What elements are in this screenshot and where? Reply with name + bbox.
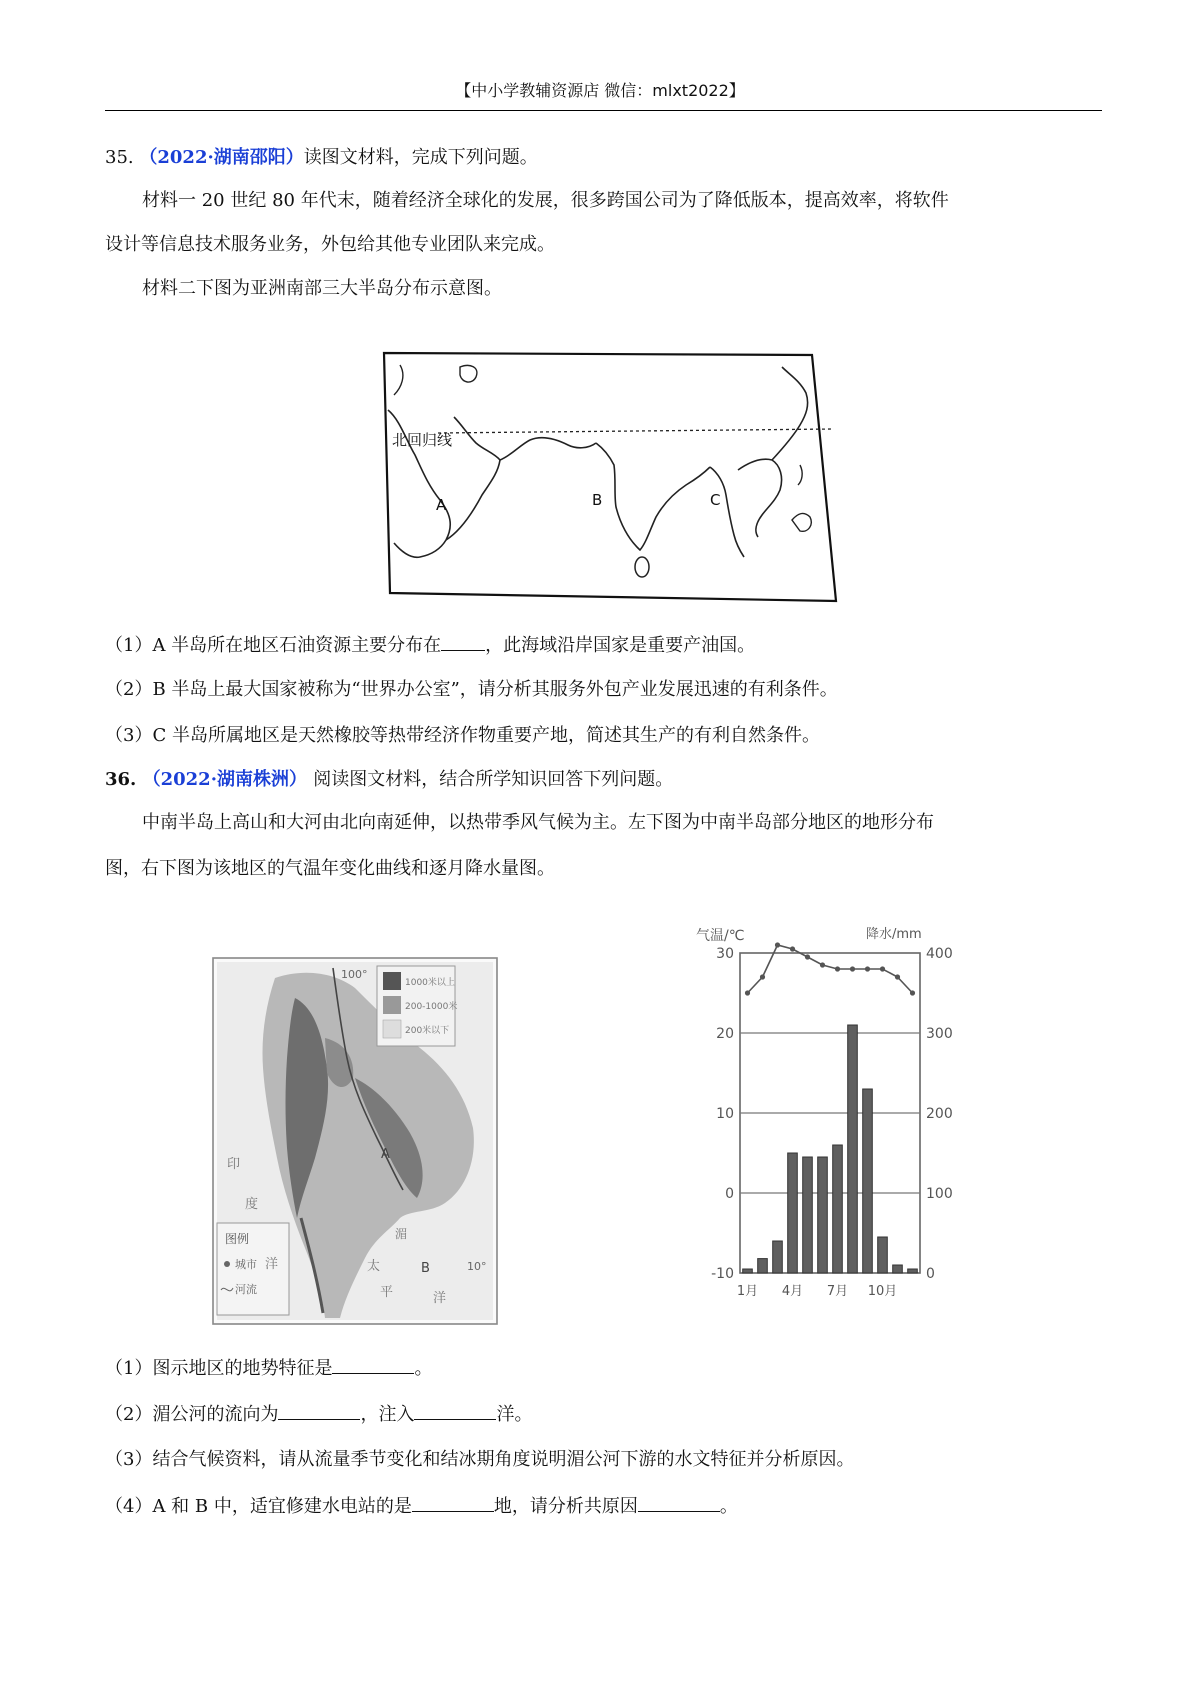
q36-sub2-blank-1[interactable] [278, 1401, 360, 1420]
chart-right-axis-label: 降水/mm [866, 927, 922, 942]
x-tick-label: 10月 [867, 1284, 898, 1299]
legend-label-low: 200米以下 [405, 1026, 450, 1036]
right-tick-label: 300 [926, 1026, 953, 1042]
chart-temperature-line [745, 942, 915, 995]
sea-label-2: 度 [245, 1197, 259, 1212]
q35-source: （2022·湖南邵阳） [139, 147, 304, 168]
chart-ticks [711, 946, 953, 1299]
legend-swatch-low [383, 1020, 401, 1038]
legend-label-high: 1000米以上 [405, 978, 455, 988]
indochina-terrain-map [205, 918, 505, 1338]
q36-sub1-text-a: （1）图示地区的地势特征是 [105, 1358, 333, 1379]
precipitation-bar [758, 1259, 768, 1273]
precipitation-bar [773, 1241, 783, 1273]
q36-sub1-blank[interactable] [332, 1355, 414, 1374]
q36-sub4-text-b: 地，请分析共原因 [493, 1496, 638, 1517]
q36-sub4-blank-2[interactable] [638, 1493, 720, 1512]
q36-heading [105, 767, 673, 793]
precipitation-bar [878, 1237, 888, 1273]
precipitation-bar [743, 1269, 753, 1273]
right-tick-label: 100 [926, 1186, 953, 1202]
q36-sub3: （3）结合气候资料，请从流量季节变化和结冰期角度说明湄公河下游的水文特征并分析原因。 [105, 1449, 855, 1470]
temperature-point [880, 966, 885, 971]
q36-sub1 [105, 1355, 432, 1382]
q36-number: 36. [105, 769, 137, 790]
left-tick-label: 30 [716, 946, 734, 962]
q36-source: （2022·湖南株洲） [142, 769, 307, 790]
right-tick-label: 200 [926, 1106, 953, 1122]
q36-sub2-blank-2[interactable] [414, 1401, 496, 1420]
x-tick-label: 4月 [781, 1284, 804, 1299]
temperature-point [865, 966, 870, 971]
q36-sub2-text-a: （2）湄公河的流向为 [105, 1404, 279, 1425]
temperature-point [760, 974, 765, 979]
left-tick-label: 20 [716, 1026, 734, 1042]
q36-sub4-blank-1[interactable] [412, 1493, 494, 1512]
terrain-label-a: A [381, 1147, 390, 1162]
temperature-point [910, 990, 915, 995]
climate-chart [690, 918, 980, 1318]
q35-intro: 读图文材料，完成下列问题。 [303, 147, 538, 168]
tropic-label: 北回归线 [392, 431, 453, 449]
map-key-river: 河流 [235, 1283, 257, 1296]
temperature-point [805, 954, 810, 959]
temperature-point [820, 962, 825, 967]
city-symbol [224, 1261, 230, 1267]
q35-material1-line1: 材料一 20 世纪 80 年代末，随着经济全球化的发展，很多跨国公司为了降低版本，提高效率，将软件 [142, 190, 949, 211]
longitude-label: 100° [341, 968, 368, 981]
latitude-label: 10° [467, 1260, 487, 1273]
q35-sub2: （2）B 半岛上最大国家被称为“世界办公室”，请分析其服务外包产业发展迅速的有利条件。 [105, 679, 838, 700]
q36-sub4 [105, 1493, 738, 1520]
left-tick-label: 0 [725, 1186, 734, 1202]
left-tick-label: 10 [716, 1106, 734, 1122]
q35-sub1-text-b: ，此海域沿岸国家是重要产油国。 [485, 635, 756, 656]
temperature-point [835, 966, 840, 971]
chart-grid [740, 953, 920, 1273]
q36-intro: 阅读图文材料，结合所学知识回答下列问题。 [313, 769, 674, 790]
right-tick-label: 400 [926, 946, 953, 962]
q35-number: 35. [105, 147, 134, 168]
sea-label-3: 洋 [265, 1257, 279, 1272]
q36-sub4-text-c: 。 [719, 1496, 738, 1517]
precipitation-bar [863, 1089, 873, 1273]
q36-paragraph-line2: 图，右下图为该地区的气温年变化曲线和逐月降水量图。 [105, 858, 555, 879]
right-tick-label: 0 [926, 1266, 935, 1282]
q35-sub1 [105, 632, 755, 659]
left-tick-label: -10 [711, 1266, 734, 1282]
precipitation-bar [788, 1153, 798, 1273]
q36-sub1-text-b: 。 [414, 1358, 433, 1379]
temperature-point [850, 966, 855, 971]
precipitation-bar [803, 1157, 813, 1273]
legend-swatch-mid [383, 996, 401, 1014]
river-name-label: 湄 [395, 1227, 408, 1241]
label-a: A [436, 496, 447, 514]
q35-sub3: （3）C 半岛所属地区是天然橡胶等热带经济作物重要产地，简述其生产的有利自然条件。 [105, 725, 820, 746]
label-b: B [592, 491, 603, 509]
sea-label-6: 洋 [433, 1291, 447, 1306]
q36-sub2-text-b: ，注入 [360, 1404, 415, 1425]
temperature-point [775, 942, 780, 947]
q36-paragraph-line1: 中南半岛上高山和大河由北向南延伸，以热带季风气候为主。左下图为中南半岛部分地区的地形分布 [142, 812, 934, 833]
sea-label-5: 平 [380, 1285, 394, 1300]
page-header: 【中小学教辅资源店 微信：mlxt2022】 [455, 81, 745, 100]
terrain-label-b: B [421, 1261, 430, 1276]
header-divider [105, 110, 1102, 111]
q36-sub4-text-a: （4）A 和 B 中，适宜修建水电站的是 [105, 1496, 412, 1517]
precipitation-bar [833, 1145, 843, 1273]
q35-sub1-blank[interactable] [441, 632, 485, 651]
q35-heading [105, 145, 538, 171]
precipitation-bar [908, 1269, 918, 1273]
temperature-point [790, 946, 795, 951]
temperature-point [895, 974, 900, 979]
map-key-city: 城市 [235, 1258, 257, 1271]
q36-sub2 [105, 1401, 532, 1428]
precipitation-bar [893, 1265, 903, 1273]
legend-label-mid: 200-1000米 [405, 1002, 458, 1012]
q35-material2: 材料二下图为亚洲南部三大半岛分布示意图。 [142, 278, 502, 299]
map-key-title: 图例 [225, 1232, 250, 1246]
temperature-point [745, 990, 750, 995]
precipitation-bar [848, 1025, 858, 1273]
south-asia-peninsulas-map [380, 345, 840, 605]
q35-sub1-text-a: （1）A 半岛所在地区石油资源主要分布在 [105, 635, 442, 656]
sea-label-1: 印 [227, 1157, 241, 1172]
sea-label-4: 太 [367, 1259, 381, 1274]
q36-sub2-text-c: 洋。 [496, 1404, 533, 1425]
label-c: C [710, 491, 721, 509]
legend-swatch-high [383, 972, 401, 990]
x-tick-label: 7月 [826, 1284, 849, 1299]
chart-bars [743, 1025, 918, 1273]
chart-left-axis-label: 气温/℃ [696, 928, 745, 944]
q35-material1-line2: 设计等信息技术服务业务，外包给其他专业团队来完成。 [105, 234, 555, 255]
x-tick-label: 1月 [736, 1284, 759, 1299]
precipitation-bar [818, 1157, 828, 1273]
map-frame [384, 353, 836, 601]
